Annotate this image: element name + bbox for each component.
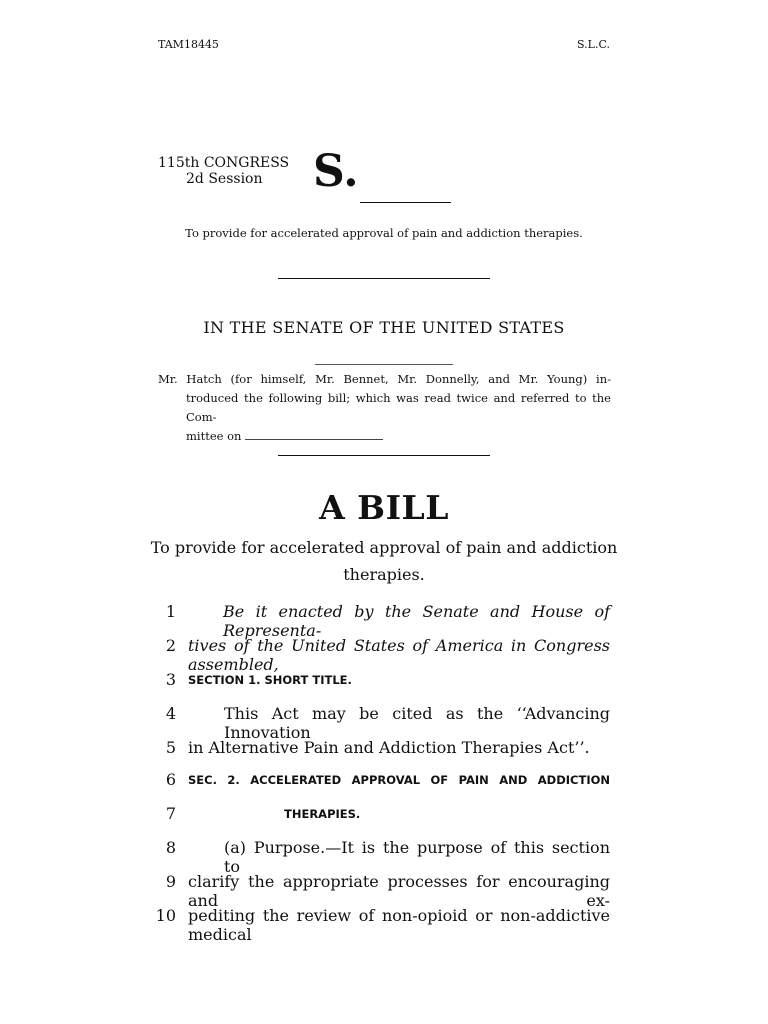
- line-number: 1: [165, 602, 176, 621]
- enacting-clause-line-1: Be it enacted by the Senate and House of Representa-: [223, 602, 610, 640]
- line-number: 9: [165, 872, 176, 891]
- bill-title: A BILL: [319, 488, 449, 527]
- introduction: [158, 370, 611, 446]
- line-number: 10: [155, 906, 176, 925]
- section-2-heading: SEC. 2. ACCELERATED APPROVAL OF PAIN AND ADDICTION: [188, 773, 610, 787]
- purpose-line-2: clarify the appropriate processes for encouraging and ex-: [188, 872, 610, 910]
- short-title-line-2: in Alternative Pain and Addiction Therapies Act’’.: [188, 738, 590, 757]
- line-number: 8: [165, 838, 176, 857]
- bill-prefix: S.: [313, 146, 359, 197]
- intro-line-1: Mr. Hatch (for himself, Mr. Bennet, Mr. Donnelly, and Mr. Young) in-: [158, 372, 611, 386]
- congress-session: [158, 155, 289, 187]
- enacting-clause-line-2: tives of the United States of America in Congress assembled,: [188, 636, 610, 674]
- section-2-heading-cont: THERAPIES.: [284, 807, 361, 821]
- divider-bottom: [278, 455, 490, 456]
- divider-thin: [315, 364, 453, 365]
- line-number: 5: [165, 738, 176, 757]
- long-title: [150, 534, 618, 588]
- purpose-short: To provide for accelerated approval of pain and addiction therapies.: [185, 226, 583, 240]
- chamber-heading: IN THE SENATE OF THE UNITED STATES: [203, 318, 565, 337]
- line-number: 4: [165, 704, 176, 723]
- congress-label: 115th CONGRESS: [158, 155, 290, 171]
- session-label: 2d Session: [186, 171, 263, 187]
- long-title-line-2: therapies.: [343, 565, 425, 584]
- purpose-line-1: (a) Purpose.—It is the purpose of this section to: [224, 838, 610, 876]
- committee-blank: [245, 429, 383, 440]
- line-number: 3: [165, 670, 176, 689]
- document-code: S.L.C.: [577, 38, 610, 51]
- bill-number-blank: [360, 202, 451, 203]
- line-number: 6: [165, 770, 176, 789]
- long-title-line-1: To provide for accelerated approval of pain and addiction: [150, 538, 618, 557]
- line-number: 2: [165, 636, 176, 655]
- divider-top: [278, 278, 490, 279]
- document-id: TAM18445: [158, 38, 219, 51]
- section-1-heading: SECTION 1. SHORT TITLE.: [188, 673, 352, 687]
- committee-label: mittee on: [186, 429, 242, 443]
- short-title-line-1: This Act may be cited as the ‘‘Advancing Innovation: [224, 704, 610, 742]
- intro-line-2: troduced the following bill; which was read twice and referred to the Com-: [186, 391, 611, 424]
- intro-line-3: [158, 427, 611, 446]
- line-number: 7: [165, 804, 176, 823]
- purpose-line-3: pediting the review of non-opioid or non-addictive medical: [188, 906, 610, 944]
